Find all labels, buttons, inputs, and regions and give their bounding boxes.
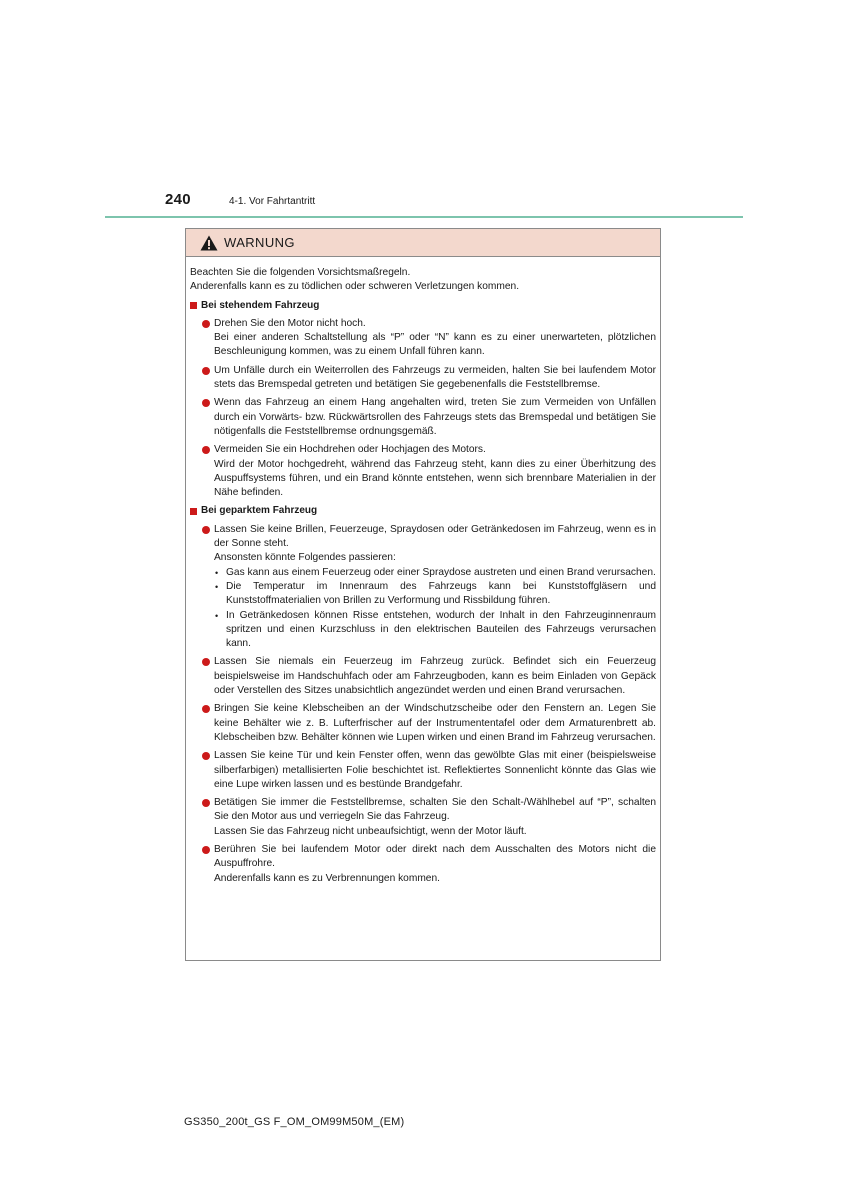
item-text: Um Unfälle durch ein Weiterrollen des Fahrzeugs zu vermeiden, halten Sie bei laufendem Motor stets das Bremspedal getreten und betätigen Sie gegebenenfalls die Feststellbremse. bbox=[214, 364, 656, 391]
section-heading-text: Bei geparktem Fahrzeug bbox=[201, 505, 318, 517]
header-rule bbox=[105, 216, 743, 218]
item-text: Wird der Motor hochgedreht, während das Fahrzeug steht, kann dies zu einer Überhitzung des Auspuffsystems führen, und ein Brand könnte entstehen, wenn sich brennbare Materialien in der Nähe befinden. bbox=[214, 458, 656, 499]
round-bullet-icon bbox=[202, 705, 210, 713]
sub-item bbox=[214, 609, 656, 652]
warning-item bbox=[190, 523, 656, 652]
section-heading bbox=[190, 299, 656, 313]
small-bullet-icon: • bbox=[215, 610, 219, 621]
warning-item bbox=[190, 317, 656, 360]
item-text: Drehen Sie den Motor nicht hoch. bbox=[214, 317, 366, 329]
warning-item bbox=[190, 702, 656, 745]
square-bullet-icon bbox=[190, 302, 197, 309]
warning-item bbox=[190, 364, 656, 393]
round-bullet-icon bbox=[202, 846, 210, 854]
section-heading bbox=[190, 504, 656, 518]
item-text: Bei einer anderen Schaltstellung als “P” oder “N” kann es zu einer unerwarteten, plötzlichen Beschleunigung kommen, was zu einem Unfall führen kann. bbox=[214, 332, 656, 358]
intro-line: Beachten Sie die folgenden Vorsichtsmaßregeln. bbox=[190, 267, 411, 278]
item-text: Lassen Sie keine Tür und kein Fenster offen, wenn das gewölbte Glas mit einer (beispielsweise silberfarbigen) metallisierten Folie beschichtet ist. Reflektiertes Sonnenlicht könnte das Glas wie eine Lupe wirken lassen und es bestünde Brandgefahr. bbox=[214, 750, 656, 790]
item-text: Anderenfalls kann es zu Verbrennungen kommen. bbox=[214, 872, 440, 884]
round-bullet-icon bbox=[202, 752, 210, 760]
page-header bbox=[0, 190, 848, 220]
warning-triangle-icon bbox=[200, 235, 218, 251]
sub-item bbox=[214, 580, 656, 609]
item-text: Vermeiden Sie ein Hochdrehen oder Hochjagen des Motors. bbox=[214, 444, 486, 456]
round-bullet-icon bbox=[202, 367, 210, 375]
warning-item bbox=[190, 796, 656, 839]
warning-intro bbox=[190, 266, 656, 295]
round-bullet-icon bbox=[202, 446, 210, 454]
warning-item bbox=[190, 443, 656, 500]
sub-item bbox=[214, 566, 656, 580]
round-bullet-icon bbox=[202, 799, 210, 807]
square-bullet-icon bbox=[190, 508, 197, 515]
warning-item bbox=[190, 749, 656, 792]
item-text: Betätigen Sie immer die Feststellbremse, schalten Sie den Schalt-/Wählhebel auf “P”, schalten Sie den Motor aus und verriegeln Sie das Fahrzeug. bbox=[214, 797, 656, 823]
intro-line: Anderenfalls kann es zu tödlichen oder schweren Verletzungen kommen. bbox=[190, 281, 520, 293]
item-text: Lassen Sie niemals ein Feuerzeug im Fahrzeug zurück. Befindet sich ein Feuerzeug beispielsweise im Handschuhfach oder am Fahrzeugboden, kann es beim Einladen von Gepäck oder Verstellen des Sitzes unabsichtlich angezündet werden und einen Brand verursachen. bbox=[214, 656, 656, 697]
round-bullet-icon bbox=[202, 399, 210, 407]
item-text: Lassen Sie keine Brillen, Feuerzeuge, Spraydosen oder Getränkedosen im Fahrzeug, wenn es in der Sonne steht. bbox=[214, 523, 656, 550]
section-heading-text: Bei stehendem Fahrzeug bbox=[201, 299, 320, 311]
sub-item-text: Gas kann aus einem Feuerzeug oder einer Spraydose austreten und einen Brand verursachen. bbox=[226, 566, 656, 578]
sub-item-text: In Getränkedosen können Risse entstehen, wodurch der Inhalt in den Fahrzeuginnenraum spritzen und einen Kurzschluss in den elektrischen Bauteilen des Fahrzeugs verursachen kann. bbox=[226, 609, 656, 650]
round-bullet-icon bbox=[202, 658, 210, 666]
warning-title: WARNUNG bbox=[224, 235, 295, 250]
warning-header bbox=[186, 229, 660, 257]
small-bullet-icon: • bbox=[215, 581, 219, 592]
warning-item bbox=[190, 843, 656, 886]
small-bullet-icon: • bbox=[215, 567, 219, 578]
item-text: Wenn das Fahrzeug an einem Hang angehalten wird, treten Sie zum Vermeiden von Unfällen durch ein Vorwärts- bzw. Rückwärtsrollen des Fahrzeugs stets das Bremspedal und betätigen Sie nötigenfalls die Feststellbremse ordnungsgemäß. bbox=[214, 397, 656, 437]
item-text: Berühren Sie bei laufendem Motor oder direkt nach dem Ausschalten des Motors nicht die Auspuffrohre. bbox=[214, 843, 656, 870]
page-number: 240 bbox=[165, 191, 191, 208]
warning-box bbox=[185, 228, 661, 961]
warning-item bbox=[190, 655, 656, 698]
round-bullet-icon bbox=[202, 526, 210, 534]
warning-item bbox=[190, 396, 656, 439]
warning-body bbox=[186, 257, 660, 886]
footer-code: GS350_200t_GS F_OM_OM99M50M_(EM) bbox=[184, 1116, 405, 1128]
item-text: Bringen Sie keine Klebscheiben an der Windschutzscheibe oder den Fenstern an. Legen Sie keine Behälter wie z. B. Lufterfrischer auf der Instrumententafel oder dem Armaturenbrett ab. Klebscheiben bzw. Behälter können wie Lupen wirken und einen Brand im Fahrzeug verursachen. bbox=[214, 703, 656, 743]
sub-item-text: Die Temperatur im Innenraum des Fahrzeugs kann bei Kunststoffgläsern und Kunststoffmaterialien von Brillen zu Verformung und Rissbildung führen. bbox=[226, 580, 656, 607]
section-title: 4-1. Vor Fahrtantritt bbox=[229, 196, 316, 207]
item-text: Lassen Sie das Fahrzeug nicht unbeaufsichtigt, wenn der Motor läuft. bbox=[214, 825, 527, 837]
item-text: Ansonsten könnte Folgendes passieren: bbox=[214, 552, 396, 564]
round-bullet-icon bbox=[202, 320, 210, 328]
